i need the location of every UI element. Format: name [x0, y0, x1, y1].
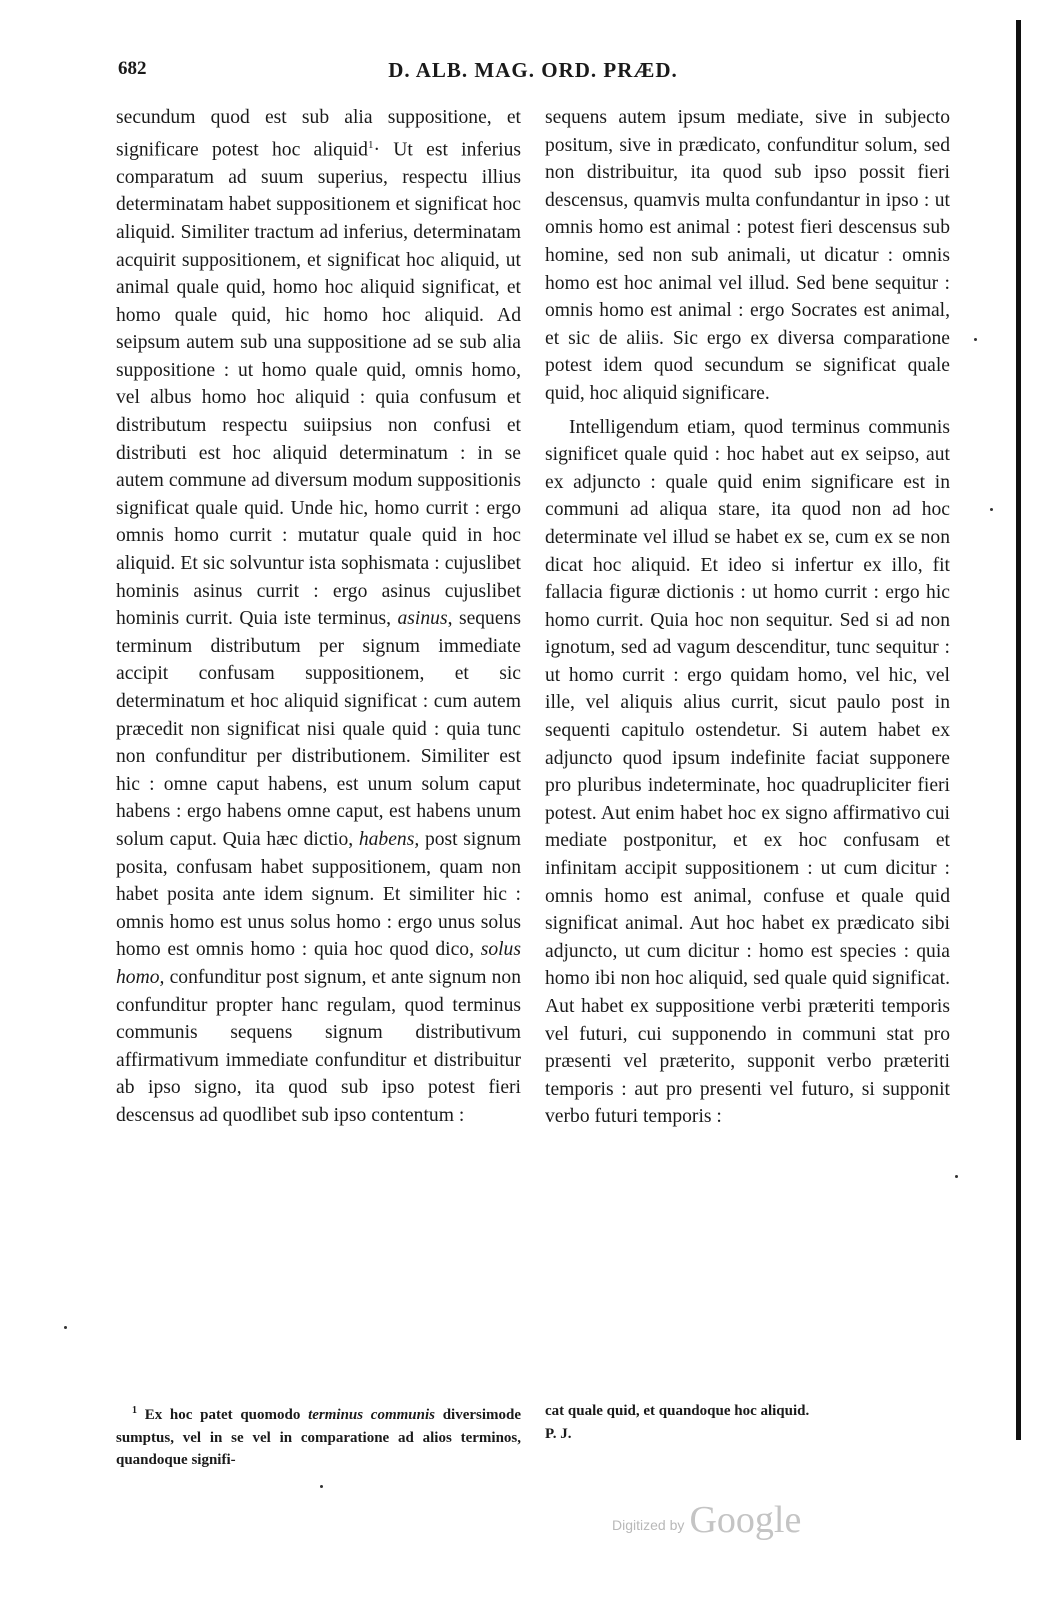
speck	[955, 1175, 958, 1178]
footnote-continuation: cat quale quid, et quandoque hoc aliquid.	[545, 1403, 810, 1419]
left-column	[116, 104, 521, 1130]
digitized-watermark	[612, 1498, 801, 1542]
footnote-mark: 1	[132, 1405, 137, 1416]
page-edge-rule	[1016, 20, 1021, 1440]
footnote-italic: terminus communis	[308, 1407, 435, 1423]
text-run: confunditur post signum, et ante signum non confunditur propter hanc regulam, quod terminus communis sequens signum distributivum affirmativum immediate confunditur et distribuitur ab ipso signo, ita quod sub ipso potest fieri descensus ad quodlibet sub ipso contentum :	[116, 966, 522, 1126]
watermark-brand: Google	[689, 1499, 802, 1541]
speck	[320, 1485, 323, 1488]
text-run: secundum quod est sub alia suppositione, et significare potest hoc aliquid	[116, 107, 521, 161]
footnote-text: diversimode sumptus, vel in se vel in comparatione ad alios terminos, quandoque signifi-	[116, 1407, 522, 1468]
footnote-text: Ex hoc patet quomodo	[144, 1407, 301, 1423]
speck	[990, 508, 993, 511]
running-title: D. ALB. MAG. ORD. PRÆD.	[388, 58, 678, 82]
speck	[974, 338, 977, 341]
footnote-left	[116, 1400, 521, 1472]
watermark-prefix: Digitized by	[612, 1517, 685, 1533]
italic-term: habens,	[358, 828, 420, 850]
page-number: 682	[118, 58, 147, 79]
page-header	[118, 58, 948, 92]
text-run: , sequens terminum distributum per signum immediate accipit confusam suppositionem, et sic determinatum et hoc aliquid significat : cum autem præcedit non significat nisi quale quid : quia tunc non confunditur per distributionem. Similiter est hic : omne caput habens, est unum solum caput habens : ergo habens omne caput, est habens unum solum caput. Quia hæc dictio,	[116, 608, 521, 850]
text-run: · Ut est inferius comparatum ad suum superius, respectu illius determinatam habet suppositionem et significat hoc aliquid. Similiter tractum ad inferius, determinatam acquirit suppositionem, et significat hoc aliquid, ut animal quale quid, homo hoc aliquid significat, et homo quale quid, hic homo hoc aliquid. Ad seipsum autem sub una suppositione ad se sub alia suppositione : ut homo quale quid, omnis homo, vel albus homo hoc aliquid : quia confusum et distributum respectu suiipsius non confusi et distributi est hoc aliquid determinatum : in se autem commune ad diversum modum suppositionis significat quale quid. Unde hic, homo currit : ergo omnis homo currit : mutatur quale quid in hoc aliquid. Et sic solvuntur ista sophismata : cujuslibet hominis asinus currit : ergo asinus cujuslibet hominis currit. Quia iste terminus,	[116, 139, 521, 630]
footnote-signature: P. J.	[545, 1425, 572, 1442]
right-column	[545, 104, 950, 1131]
footnote-right	[545, 1400, 950, 1445]
right-paragraph-2: Intelligendum etiam, quod terminus communis significet quale quid : hoc habet aut ex seipso, aut ex adjuncto : quale quid enim significare est in communi ad aliqua stare, ita quod non ad hoc determinate vel illud se habet ex se, cum ex se non dicat hoc aliquid. Et ideo si infertur ex illo, fit fallacia figuræ dictionis : ut homo currit : ergo hic homo currit. Quia hoc non sequitur. Sed si ad non ignotum, sed ad vagum descenditur, tunc sequitur : ut homo currit : ergo quidam homo, vel hic, vel ille, vel aliquis alius currit, sicut paulo post in sequenti capitulo ostendetur. Si autem habet ex adjuncto quod ipsum indefinite faciat supponere pro pluribus indeterminate, hoc quadrupliciter fieri potest. Aut enim habet hoc ex signo affirmativo cui mediate postponitur, et ex hoc confusam et infinitam accipit suppositionem : ut cum dicitur : omnis homo est animal, confuse et quale quid significat animal. Aut hoc habet ex prædicato sibi adjuncto, ut cum dicitur : homo est species : quia homo ibi non hoc aliquid, sed quale quid significat. Aut habet ex suppositione verbi præteriti temporis vel futuri, cui supponendo in communi stat pro præsenti vel præterito, supponit verbo præteriti temporis : aut pro presenti vel futuro, si supponit verbo futuri temporis :	[545, 416, 950, 1128]
italic-term: asinus	[397, 608, 448, 630]
speck	[64, 1326, 67, 1329]
text-run: post signum posita, confusam habet suppositionem, quam non habet posita ante idem signum. Et similiter hic : omnis homo est unus solus homo : ergo unus solus homo est omnis homo : quia hoc quod dico,	[116, 828, 521, 961]
left-paragraph	[116, 104, 521, 1130]
italic-term: solus homo,	[116, 939, 521, 988]
footnote-reference: 1	[367, 138, 374, 151]
right-paragraph-1: sequens autem ipsum mediate, sive in subjecto positum, sive in prædicato, confunditur solum, sed non distribuitur, ita quod sub ipso possit fieri descensus, quamvis multa confundantur in ipso : ut omnis homo est animal : potest fieri descensus sub homine, sed non sub animali, ut dicatur : omnis homo est hoc animal vel illud. Sed bene sequitur : omnis homo est animal : ergo Socrates est animal, et sic de aliis. Sic ergo ex diversa comparatione potest idem quod secundum se significat quale quid, hoc aliquid significare.	[545, 107, 950, 404]
